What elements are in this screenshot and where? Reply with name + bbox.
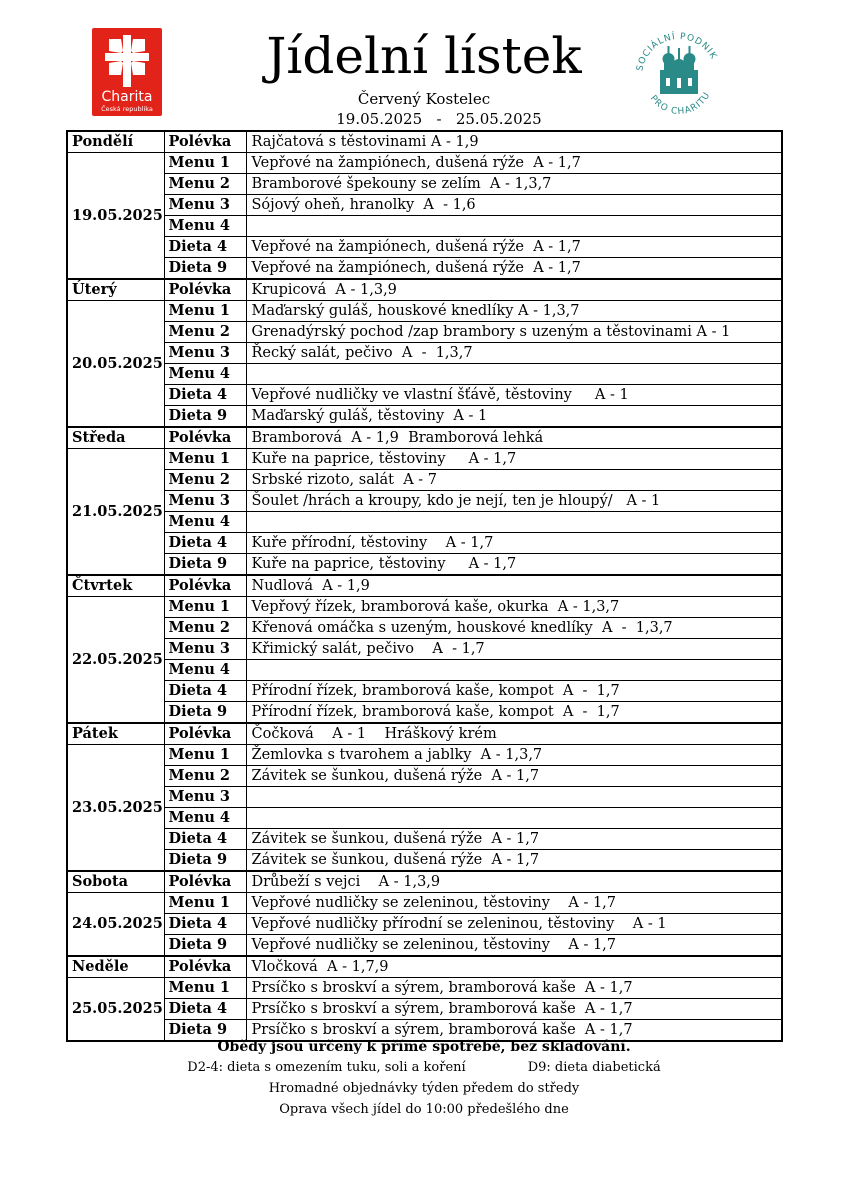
day-name: Středa	[67, 427, 164, 449]
table-row	[67, 893, 782, 914]
day-date: 25.05.2025	[67, 978, 164, 1042]
table-row	[67, 385, 782, 406]
date-separator: -	[436, 110, 442, 128]
charita-logo-name: Charita	[101, 89, 153, 105]
meal-type: Dieta 9	[164, 1020, 246, 1042]
meal-dish: Vepřový řízek, bramborová kaše, okurka A - 1,3,7	[246, 597, 782, 618]
meal-dish: Maďarský guláš, těstoviny A - 1	[246, 406, 782, 428]
meal-type: Menu 1	[164, 893, 246, 914]
page-title: Jídelní lístek	[266, 27, 582, 85]
table-row	[67, 999, 782, 1020]
meal-type: Dieta 9	[164, 702, 246, 724]
meal-dish: Nudlová A - 1,9	[246, 575, 782, 597]
meal-type: Dieta 4	[164, 829, 246, 850]
table-row	[67, 978, 782, 999]
meal-type: Menu 3	[164, 343, 246, 364]
meal-type: Menu 2	[164, 766, 246, 787]
table-row	[67, 131, 782, 153]
meal-type: Dieta 9	[164, 935, 246, 957]
meal-type: Dieta 4	[164, 533, 246, 554]
meal-type: Dieta 4	[164, 681, 246, 702]
table-row	[67, 279, 782, 301]
table-row	[67, 956, 782, 978]
meal-dish: Srbské rizoto, salát A - 7	[246, 470, 782, 491]
meal-dish: Prsíčko s broskví a sýrem, bramborová kaše A - 1,7	[246, 1020, 782, 1042]
meal-type: Polévka	[164, 575, 246, 597]
meal-dish: Čočková A - 1 Hráškový krém	[246, 723, 782, 745]
table-row	[67, 364, 782, 385]
meal-type: Dieta 9	[164, 554, 246, 576]
diet-note-d9: D9: dieta diabetická	[527, 1060, 661, 1075]
meal-type: Menu 3	[164, 639, 246, 660]
meal-dish	[246, 787, 782, 808]
menu-table	[66, 130, 783, 1042]
meal-type: Polévka	[164, 871, 246, 893]
meal-dish: Kuře přírodní, těstoviny A - 1,7	[246, 533, 782, 554]
meal-dish: Křimický salát, pečivo A - 1,7	[246, 639, 782, 660]
date-from: 19.05.2025	[336, 110, 423, 128]
table-row	[67, 343, 782, 364]
meal-type: Menu 1	[164, 301, 246, 322]
meal-type: Dieta 4	[164, 385, 246, 406]
table-row	[67, 153, 782, 174]
day-date: 19.05.2025	[67, 153, 164, 280]
meal-dish: Vepřové na žampiónech, dušená rýže A - 1,7	[246, 237, 782, 258]
meal-type: Dieta 9	[164, 406, 246, 428]
day-name: Sobota	[67, 871, 164, 893]
meal-dish: Grenadýrský pochod /zap brambory s uzeným a těstovinami A - 1	[246, 322, 782, 343]
table-row	[67, 449, 782, 470]
meal-type: Dieta 4	[164, 914, 246, 935]
menu-table-body	[67, 131, 782, 1041]
table-row	[67, 216, 782, 237]
meal-dish: Vepřové nudličky přírodní se zeleninou, těstoviny A - 1	[246, 914, 782, 935]
meal-type: Menu 1	[164, 449, 246, 470]
meal-type: Dieta 9	[164, 258, 246, 280]
day-name: Úterý	[67, 279, 164, 301]
meal-dish: Vepřové nudličky se zeleninou, těstoviny A - 1,7	[246, 935, 782, 957]
date-range	[0, 110, 848, 128]
meal-type: Menu 1	[164, 745, 246, 766]
table-row	[67, 597, 782, 618]
diet-note-d24: D2-4: dieta s omezením tuku, soli a koření	[187, 1060, 466, 1075]
meal-type: Menu 4	[164, 364, 246, 385]
table-row	[67, 639, 782, 660]
group-order-note: Hromadné objednávky týden předem do středy	[268, 1081, 580, 1096]
meal-type: Dieta 4	[164, 237, 246, 258]
table-row	[67, 554, 782, 576]
table-row	[67, 723, 782, 745]
meal-type: Menu 3	[164, 787, 246, 808]
meal-dish: Šoulet /hrách a kroupy, kdo je nejí, ten je hloupý/ A - 1	[246, 491, 782, 512]
svg-text:SOCIÁLNÍ PODNIK: SOCIÁLNÍ PODNIK	[635, 31, 719, 72]
meal-type: Menu 1	[164, 597, 246, 618]
meal-dish: Rajčatová s těstovinami A - 1,9	[246, 131, 782, 153]
table-row	[67, 258, 782, 280]
table-row	[67, 195, 782, 216]
day-date: 20.05.2025	[67, 301, 164, 428]
table-row	[67, 702, 782, 724]
meal-dish: Závitek se šunkou, dušená rýže A - 1,7	[246, 850, 782, 872]
meal-dish: Přírodní řízek, bramborová kaše, kompot A - 1,7	[246, 681, 782, 702]
table-row	[67, 618, 782, 639]
table-row	[67, 301, 782, 322]
table-row	[67, 575, 782, 597]
charita-logo-sub: Česká republika	[101, 105, 153, 113]
table-row	[67, 660, 782, 681]
day-date: 24.05.2025	[67, 893, 164, 957]
meal-dish: Závitek se šunkou, dušená rýže A - 1,7	[246, 829, 782, 850]
meal-type: Menu 1	[164, 978, 246, 999]
meal-dish: Křenová omáčka s uzeným, houskové knedlíky A - 1,3,7	[246, 618, 782, 639]
day-name: Pondělí	[67, 131, 164, 153]
meal-dish: Vepřové nudličky ve vlastní šťávě, těstoviny A - 1	[246, 385, 782, 406]
table-row	[67, 850, 782, 872]
meal-type: Polévka	[164, 427, 246, 449]
meal-type: Menu 3	[164, 491, 246, 512]
table-row	[67, 681, 782, 702]
table-row	[67, 871, 782, 893]
meal-type: Dieta 9	[164, 850, 246, 872]
table-row	[67, 808, 782, 829]
meal-type: Menu 4	[164, 808, 246, 829]
table-row	[67, 745, 782, 766]
meal-type: Menu 1	[164, 153, 246, 174]
meal-type: Polévka	[164, 956, 246, 978]
meal-dish	[246, 512, 782, 533]
meal-dish: Kuře na paprice, těstoviny A - 1,7	[246, 554, 782, 576]
meal-dish: Kuře na paprice, těstoviny A - 1,7	[246, 449, 782, 470]
meal-type: Polévka	[164, 723, 246, 745]
location: Červený Kostelec	[357, 90, 491, 108]
meal-dish: Vepřové nudličky se zeleninou, těstoviny A - 1,7	[246, 893, 782, 914]
table-row	[67, 914, 782, 935]
table-row	[67, 787, 782, 808]
table-row	[67, 427, 782, 449]
meal-type: Menu 2	[164, 174, 246, 195]
meal-dish: Vepřové na žampiónech, dušená rýže A - 1,7	[246, 153, 782, 174]
day-name: Neděle	[67, 956, 164, 978]
table-row	[67, 470, 782, 491]
meal-dish: Prsíčko s broskví a sýrem, bramborová kaše A - 1,7	[246, 999, 782, 1020]
table-row	[67, 766, 782, 787]
meal-type: Menu 4	[164, 512, 246, 533]
meal-dish: Krupicová A - 1,3,9	[246, 279, 782, 301]
meal-dish: Vločková A - 1,7,9	[246, 956, 782, 978]
meal-dish: Sójový oheň, hranolky A - 1,6	[246, 195, 782, 216]
date-to: 25.05.2025	[455, 110, 542, 128]
day-name: Pátek	[67, 723, 164, 745]
table-row	[67, 533, 782, 554]
meal-type: Menu 4	[164, 660, 246, 681]
day-name: Čtvrtek	[67, 575, 164, 597]
meal-dish: Prsíčko s broskví a sýrem, bramborová kaše A - 1,7	[246, 978, 782, 999]
meal-type: Menu 2	[164, 618, 246, 639]
table-row	[67, 174, 782, 195]
meal-dish	[246, 364, 782, 385]
meal-type: Menu 2	[164, 322, 246, 343]
table-row	[67, 512, 782, 533]
svg-text:PRO CHARITU: PRO CHARITU	[647, 90, 713, 118]
meal-dish	[246, 660, 782, 681]
diet-notes	[0, 1059, 848, 1077]
meal-dish: Maďarský guláš, houskové knedlíky A - 1,3,7	[246, 301, 782, 322]
meal-dish: Bramborová A - 1,9 Bramborová lehká	[246, 427, 782, 449]
table-row	[67, 935, 782, 957]
day-date: 22.05.2025	[67, 597, 164, 724]
meal-type: Menu 2	[164, 470, 246, 491]
storage-note: Obědy jsou určeny k přímé spotřebě, bez skladování.	[217, 1039, 631, 1055]
table-row	[67, 322, 782, 343]
meal-type: Dieta 4	[164, 999, 246, 1020]
meal-dish	[246, 216, 782, 237]
meal-type: Polévka	[164, 279, 246, 301]
meal-type: Menu 3	[164, 195, 246, 216]
meal-type: Polévka	[164, 131, 246, 153]
meal-dish: Řecký salát, pečivo A - 1,3,7	[246, 343, 782, 364]
table-row	[67, 237, 782, 258]
meal-dish: Žemlovka s tvarohem a jablky A - 1,3,7	[246, 745, 782, 766]
table-row	[67, 406, 782, 428]
day-date: 21.05.2025	[67, 449, 164, 576]
meal-type: Menu 4	[164, 216, 246, 237]
meal-dish: Vepřové na žampiónech, dušená rýže A - 1,7	[246, 258, 782, 280]
meal-dish: Bramborové špekouny se zelím A - 1,3,7	[246, 174, 782, 195]
meal-dish: Přírodní řízek, bramborová kaše, kompot A - 1,7	[246, 702, 782, 724]
correction-note: Oprava všech jídel do 10:00 předešlého dne	[279, 1102, 569, 1117]
meal-dish	[246, 808, 782, 829]
meal-dish: Závitek se šunkou, dušená rýže A - 1,7	[246, 766, 782, 787]
meal-dish: Drůbeží s vejci A - 1,3,9	[246, 871, 782, 893]
day-date: 23.05.2025	[67, 745, 164, 872]
table-row	[67, 491, 782, 512]
table-row	[67, 829, 782, 850]
